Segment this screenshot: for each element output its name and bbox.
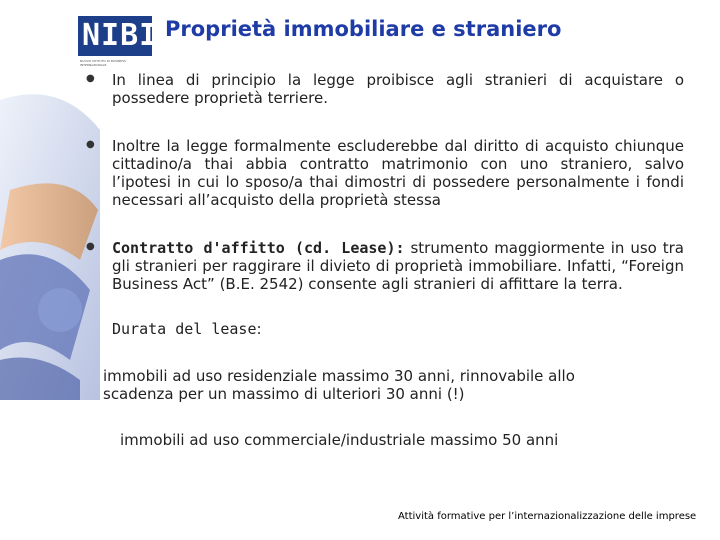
lease-description: strumento maggiormente in uso tra gli stranieri per raggirare il divieto di proprietà immobiliare. Infatti, “Foreign Business Act” (B.E. 2542) consente agli stranieri di affittare la terra. [112,239,685,293]
decorative-photo [0,60,100,400]
logo-tagline: NUOVO ISTITUTO DI BUSINESS INTERNAZIONALE [80,59,126,67]
lease-highlight: Contratto d'affitto (cd. Lease): [112,239,405,257]
bullet-icon: ● [86,139,95,150]
residential-duration: immobili ad uso residenziale massimo 30 anni, rinnovabile allo scadenza per un massimo di ulteriori 30 anni (!) [103,367,575,403]
bullet-3-text [112,239,684,293]
page-title: Proprietà immobiliare e straniero [165,17,562,41]
lease-duration-heading [112,320,262,338]
logo-text: NIBI [82,18,159,53]
bullet-icon: ● [86,73,95,84]
commercial-duration: immobili ad uso commerciale/industriale massimo 50 anni [120,431,559,449]
bullet-icon: ● [86,241,95,252]
bullet-1-text: In linea di principio la legge proibisce agli stranieri di acquistare o possedere proprietà terriere. [112,71,684,107]
lease-duration-label: Durata del lease [112,320,257,338]
nibi-logo [78,16,159,67]
footer-text: Attività formative per l’internazionalizzazione delle imprese [398,511,697,522]
lease-duration-colon: : [256,320,262,338]
bullet-2-text: Inoltre la legge formalmente escluderebbe dal diritto di acquisto chiunque cittadino/a thai abbia contratto matrimonio con uno straniero, salvo l’ipotesi in cui lo sposo/a thai dimostri di possedere personalmente i fondi necessari all’acquisto della proprietà stessa [112,137,684,209]
